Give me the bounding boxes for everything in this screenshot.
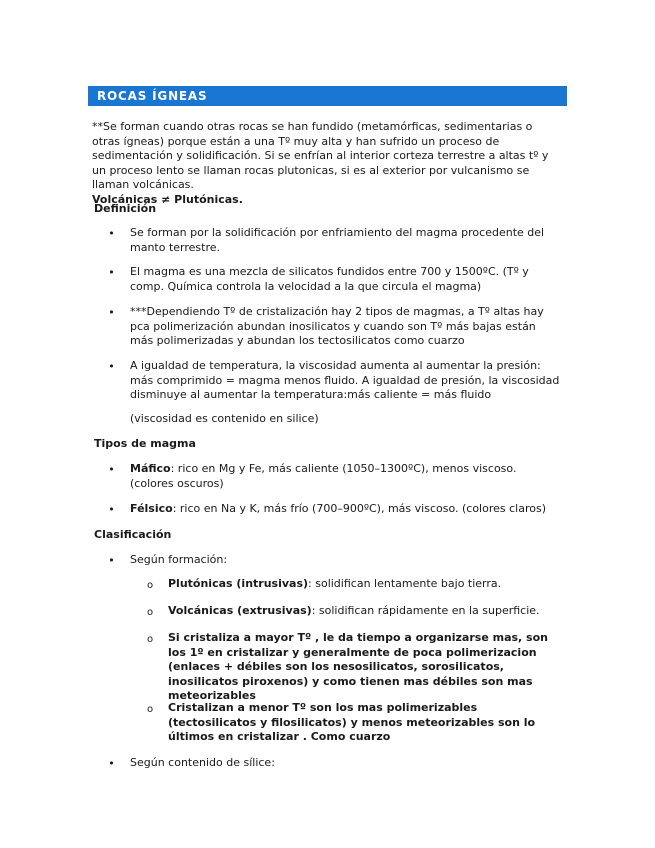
term-description: : rico en Mg y Fe, más caliente (1050–1300ºC), menos viscoso. (colores oscuros) [130,462,517,490]
list-item: Se forman por la solidificación por enfriamiento del magma procedente del manto terrestre. [130,226,545,254]
bullet-icon: • [108,306,115,319]
section-heading-text: Tipos de magma [94,437,196,450]
intro-bold-line: Volcánicas ≠ Plutónicas. [92,192,243,206]
intro-text: **Se forman cuando otras rocas se han fundido (metamórficas, sedimentarias o otras ígneas) porque están a una Tº muy alta y han sufrido un proceso de sedimentación y solidificación. Si se enfrían al interior corteza terrestre a altas tº y un proceso lento se llaman rocas plutonicas, si es al exterior por vulcanismo se llaman volcánicas. [92,120,549,191]
term-label: Volcánicas (extrusivas) [168,604,312,617]
sub-bullet-icon: o [147,704,154,715]
list-item: ***Dependiendo Tº de cristalización hay 2 tipos de magmas, a Tº altas hay pca polimerización abundan inosilicatos y cuando son Tº más bajas están más polimerizadas y abundan los tectosilicatos como cuarzo [130,305,544,347]
sub-bullet-icon: o [147,580,154,591]
list-item-mafico [130,462,560,491]
section-title-bar [88,86,567,106]
bullet-icon: • [108,463,115,476]
section-heading-tipos [90,437,196,450]
list-item: A igualdad de temperatura, la viscosidad aumenta al aumentar la presión: más comprimido = magma menos fluido. A igualdad de presión, la viscosidad disminuye al aumentar la temperatura:más caliente = más fluido [130,359,560,401]
term-label: Cristalizan a menor Tº son los mas polimerizables (tectosilicatos y filosilicatos) y menos meteorizables son lo últimos en cristalizar . Como cuarzo [168,701,536,743]
bullet-icon: • [108,360,115,373]
term-label: Si cristaliza a mayor Tº , le da tiempo a organizarse mas, son los 1º en cristalizar y generalmente de poca polimerizacion (enlaces + débiles son los nesosilicatos, sorosilicatos, inosilicatos piroxenos) y como tienen mas débiles son mas meteorizables [168,631,548,702]
sub-bullet-icon: o [147,607,154,618]
term-label: Félsico [130,502,173,515]
intro-paragraph [92,120,560,207]
section-heading-clasificacion [90,528,171,541]
term-label: Plutónicas (intrusivas) [168,577,309,590]
bullet-icon: • [108,266,115,279]
section-heading-text: Clasificación [94,528,172,541]
bullet-icon: • [108,503,115,516]
term-label: Máfico [130,462,171,475]
sub-list-item [168,631,563,704]
sub-list-item [168,604,563,619]
list-item: El magma es una mezcla de silicatos fundidos entre 700 y 1500ºC. (Tº y comp. Química controla la velocidad a la que circula el magma) [130,265,529,293]
term-description: : solidifican rápidamente en la superficie. [311,604,540,617]
section-heading-definicion [90,202,156,215]
list-item-segun-formacion: Según formación: [130,553,228,566]
bullet-icon: • [108,757,115,770]
list-item-segun-silice: Según contenido de sílice: [130,756,275,769]
term-description: : rico en Na y K, más frío (700–900ºC), más viscoso. (colores claros) [172,502,546,515]
sub-list-item [168,701,563,745]
term-description: : solidifican lentamente bajo tierra. [308,577,502,590]
bullet-icon: • [108,554,115,567]
sub-list-item [168,577,563,592]
viscosity-note: (viscosidad es contenido en silice) [130,412,319,425]
list-item-felsico [130,502,560,517]
section-heading-text: Definición [94,202,157,215]
page-title: ROCAS ÍGNEAS [97,89,208,103]
sub-bullet-icon: o [147,634,154,645]
bullet-icon: • [108,227,115,240]
